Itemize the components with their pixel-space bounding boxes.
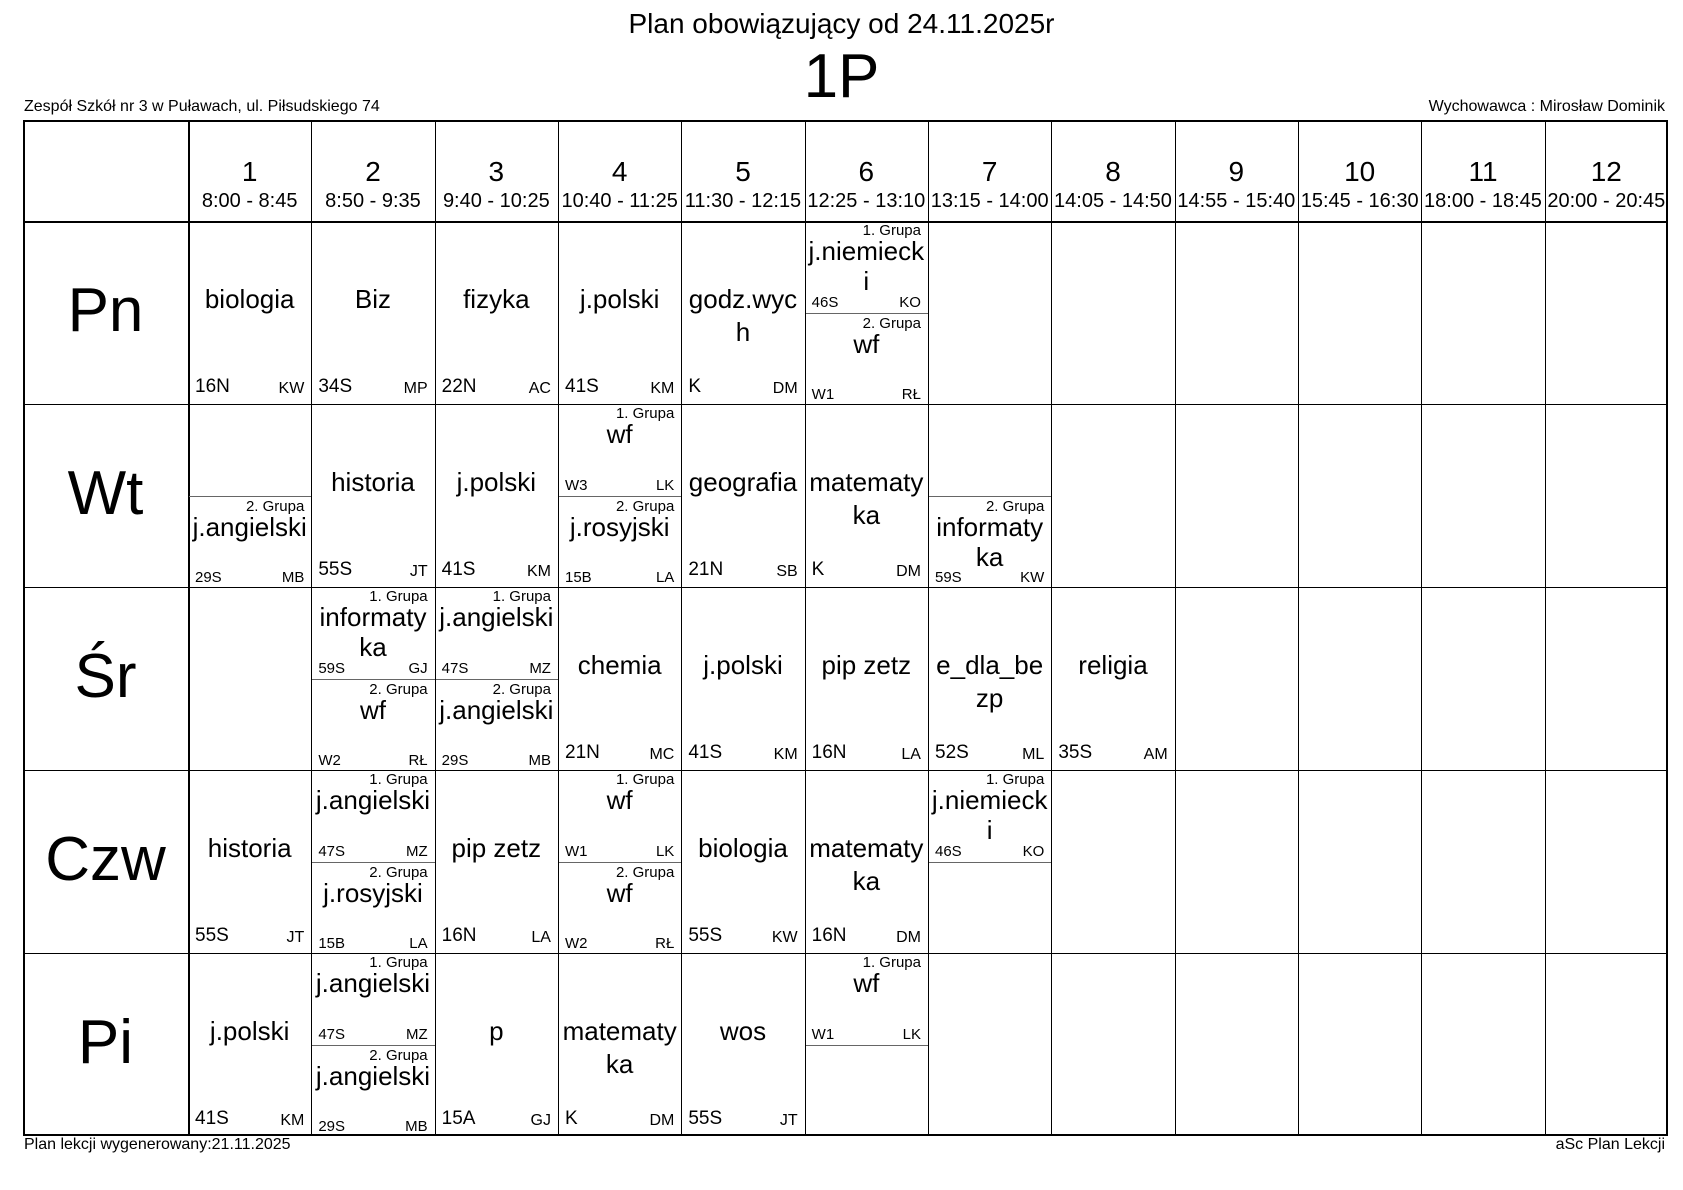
group-divider [929,496,1051,497]
period-number: 7 [981,156,998,187]
class-teacher: Wychowawca : Mirosław Dominik [1428,98,1665,115]
lesson-subject: biologia [698,833,788,863]
period-header [1298,120,1421,221]
period-time: 12:25 - 13:10 [807,190,926,212]
lesson-room: 52S [935,742,969,763]
lesson-subject: religia [1078,650,1148,680]
lesson-room: W1 [565,842,588,860]
lesson-subject: wf [606,785,633,815]
lesson-teacher: MZ [405,1025,428,1043]
lesson-teacher: LK [655,476,675,494]
lesson-subject: j.niemiecki [808,236,925,296]
lesson-cell[interactable] [559,771,680,862]
lesson-room: 55S [688,1108,723,1129]
group-label: 2. Grupa [245,497,305,515]
group-divider [559,862,681,863]
period-time: 8:00 - 8:45 [201,190,298,212]
lesson-cell[interactable] [189,498,310,589]
lesson-subject: j.angielski [192,511,307,542]
lesson-subject: biologia [204,284,295,314]
lesson-cell[interactable] [436,954,557,1136]
period-time: 11:30 - 12:15 [684,190,802,212]
lesson-subject: wf [853,328,880,359]
lesson-subject: historia [207,833,292,863]
lesson-room: W3 [565,476,588,494]
group-label: 2. Grupa [369,680,428,698]
period-number: 9 [1228,156,1245,187]
lesson-subject: informatyka [319,602,427,662]
group-label: 2. Grupa [985,497,1045,515]
lesson-subject: matematyka [809,833,924,896]
lesson-subject: j.polski [456,467,537,497]
grid-line [1298,120,1299,1136]
lesson-teacher: MB [405,1118,428,1135]
period-time: 13:15 - 14:00 [930,190,1049,212]
lesson-teacher: GJ [530,1112,551,1129]
lesson-teacher: KW [278,380,305,397]
period-time: 14:55 - 15:40 [1177,190,1296,212]
day-label: Wt [67,458,144,528]
lesson-teacher: KM [773,746,798,763]
lesson-room: 16N [195,376,230,397]
group-divider [436,679,558,680]
lesson-teacher: JT [779,1112,798,1129]
period-header [1175,120,1298,221]
lesson-room: 15A [441,1108,476,1129]
period-header [928,120,1051,221]
period-time: 15:45 - 16:30 [1300,190,1419,212]
lesson-cell[interactable] [312,588,433,679]
lesson-subject: j.angielski [439,694,554,725]
lesson-cell[interactable] [682,588,803,770]
lesson-room: 46S [811,293,839,311]
period-number: 12 [1590,156,1622,187]
lesson-room: 29S [441,752,469,769]
period-number: 4 [611,156,628,187]
lesson-room: 29S [318,1118,346,1135]
lesson-cell[interactable] [682,222,803,404]
period-header [435,120,558,221]
lesson-subject: pip zetz [821,650,912,680]
lesson-room: 47S [318,1025,346,1043]
day-label: Pi [77,1007,134,1077]
lesson-subject: j.angielski [315,1060,431,1091]
period-time: 8:50 - 9:35 [325,190,421,212]
class-name: 1P [803,42,880,111]
group-divider [559,496,681,497]
lesson-room: W1 [811,1025,835,1043]
lesson-room: 21N [688,559,724,580]
lesson-subject: j.angielski [439,602,554,632]
lesson-teacher: LA [409,935,428,952]
group-label: 1. Grupa [985,771,1045,788]
lesson-cell[interactable] [559,222,680,404]
period-number: 1 [241,156,258,187]
lesson-room: 16N [811,925,847,946]
lesson-room: 16N [441,925,477,946]
lesson-teacher: LK [655,842,675,860]
grid-line [23,120,25,1136]
period-header [1051,120,1174,221]
lesson-cell[interactable] [312,405,433,587]
period-number: 10 [1344,156,1376,187]
lesson-subject: wos [719,1016,767,1046]
lesson-subject: chemia [577,650,662,680]
lesson-cell[interactable] [806,588,927,770]
plan-title: Plan obowiązujący od 24.11.2025r [628,8,1055,39]
lesson-cell[interactable] [682,405,803,587]
lesson-subject: geografia [688,467,798,497]
group-label: 1. Grupa [615,771,675,788]
period-header [188,120,311,221]
lesson-cell[interactable] [312,771,433,862]
lesson-cell[interactable] [559,405,680,496]
lesson-cell[interactable] [312,864,433,955]
lesson-cell[interactable] [312,681,433,772]
period-number: 11 [1468,156,1498,187]
lesson-room: 41S [688,742,723,763]
lesson-cell[interactable] [806,771,927,953]
lesson-teacher: AC [528,380,551,397]
lesson-room: 59S [318,659,346,677]
day-label: Śr [74,641,137,711]
lesson-room: 21N [565,742,600,763]
lesson-subject: wf [359,694,386,725]
period-time: 18:00 - 18:45 [1424,190,1542,212]
grid-line [1545,120,1546,1136]
lesson-teacher: KM [650,380,675,397]
lesson-subject: j.polski [703,650,783,680]
school-name: Zespół Szkół nr 3 w Puławach, ul. Piłsudskiego 74 [24,98,380,115]
group-divider [806,1045,928,1046]
group-divider [806,313,928,314]
timetable-grid [23,120,1668,1136]
lesson-teacher: KM [280,1112,305,1129]
lesson-subject: p [489,1016,504,1046]
lesson-teacher: LA [901,746,921,763]
lesson-cell[interactable] [806,315,927,406]
group-label: 1. Grupa [369,954,428,971]
group-label: 1. Grupa [492,588,551,605]
grid-line [1421,120,1422,1136]
lesson-room: 55S [318,559,353,580]
lesson-teacher: MZ [405,842,428,860]
lesson-room: K [688,376,702,397]
lesson-cell[interactable] [682,771,803,953]
lesson-cell[interactable] [806,222,927,313]
period-number: 2 [365,156,381,187]
group-label: 2. Grupa [492,680,551,698]
period-header [311,120,434,221]
group-label: 1. Grupa [369,588,428,605]
lesson-subject: informatyka [936,511,1044,572]
lesson-cell[interactable] [559,498,680,589]
lesson-subject: pip zetz [451,833,542,863]
lesson-teacher: KO [1022,842,1045,860]
lesson-cell[interactable] [436,588,557,679]
lesson-teacher: ML [1022,746,1045,763]
software-name: aSc Plan Lekcji [1555,1136,1665,1153]
lesson-teacher: JT [286,929,305,946]
lesson-cell[interactable] [559,588,680,770]
lesson-cell[interactable] [436,771,557,953]
lesson-room: 55S [195,925,229,946]
group-label: 2. Grupa [615,863,675,881]
lesson-teacher: JT [409,563,428,580]
lesson-cell[interactable] [312,222,433,404]
lesson-cell[interactable] [189,954,310,1136]
group-label: 2. Grupa [369,1046,428,1064]
lesson-room: 22N [441,376,477,397]
period-header [1421,120,1544,221]
lesson-subject: Biz [354,284,392,314]
lesson-subject: j.niemiecki [931,785,1048,845]
lesson-room: W1 [811,386,835,403]
lesson-room: K [565,1108,578,1129]
grid-line [1666,120,1668,1136]
lesson-subject: j.angielski [315,785,431,815]
lesson-subject: wf [606,877,633,908]
lesson-subject: wf [853,968,880,998]
lesson-teacher: DM [649,1112,675,1129]
lesson-teacher: RŁ [655,935,675,952]
group-label: 1. Grupa [369,771,428,788]
lesson-teacher: KO [899,293,921,311]
period-header [558,120,681,221]
group-divider [312,862,434,863]
lesson-cell[interactable] [1052,588,1173,770]
lesson-teacher: DM [772,380,798,397]
lesson-teacher: RŁ [901,386,921,403]
lesson-teacher: RŁ [408,752,428,769]
period-header [681,120,804,221]
lesson-cell[interactable] [929,588,1050,770]
lesson-room: 15B [565,569,592,586]
lesson-teacher: DM [896,929,921,946]
period-header [805,120,928,221]
lesson-subject: e_dla_bezp [936,650,1044,713]
group-label: 2. Grupa [615,497,675,515]
lesson-room: 41S [441,559,476,580]
lesson-room: 47S [441,659,469,677]
period-time: 9:40 - 10:25 [442,190,550,212]
day-label: Pn [67,275,144,345]
lesson-cell[interactable] [559,864,680,955]
lesson-room: 34S [318,376,353,397]
lesson-room: 35S [1058,742,1093,763]
lesson-subject: wf [606,419,633,449]
lesson-teacher: DM [896,563,921,580]
lesson-room: 15B [318,935,346,952]
lesson-subject: j.angielski [315,968,431,998]
group-label: 1. Grupa [862,222,921,239]
lesson-room: 16N [811,742,847,763]
group-label: 1. Grupa [862,954,921,971]
lesson-teacher: KM [526,563,551,580]
lesson-cell[interactable] [929,498,1050,589]
lesson-subject: fizyka [463,284,530,314]
period-time: 10:40 - 11:25 [561,190,678,212]
lesson-cell[interactable] [312,954,433,1045]
group-label: 2. Grupa [862,314,921,332]
lesson-teacher: LA [531,929,551,946]
day-label: Czw [45,824,166,894]
group-label: 1. Grupa [615,405,675,422]
lesson-room: K [811,559,825,580]
group-divider [312,1045,434,1046]
period-time: 20:00 - 20:45 [1547,190,1666,212]
lesson-cell[interactable] [682,954,803,1136]
lesson-teacher: GJ [408,659,428,677]
period-number: 3 [488,156,505,187]
lesson-teacher: LK [902,1025,921,1043]
lesson-room: W2 [565,935,588,952]
lesson-room: 29S [195,569,222,586]
lesson-room: 41S [195,1108,229,1129]
lesson-teacher: MB [281,569,305,586]
lesson-cell[interactable] [436,681,557,772]
period-time: 14:05 - 14:50 [1054,190,1172,212]
period-header [1545,120,1668,221]
lesson-subject: j.rosyjski [323,877,423,908]
lesson-cell[interactable] [559,954,680,1136]
group-divider [312,679,434,680]
group-divider [189,496,311,497]
lesson-cell[interactable] [189,222,310,404]
lesson-cell[interactable] [189,771,310,953]
lesson-subject: j.polski [209,1016,290,1046]
period-number: 6 [858,156,875,187]
lesson-teacher: MB [528,752,551,769]
lesson-subject: matematyka [562,1016,677,1079]
lesson-subject: j.polski [579,284,660,314]
grid-line [1175,120,1176,1136]
lesson-teacher: MZ [529,659,551,677]
lesson-cell[interactable] [929,771,1050,862]
lesson-room: 41S [565,376,599,397]
lesson-cell[interactable] [436,222,557,404]
lesson-cell[interactable] [806,405,927,587]
period-number: 5 [735,156,751,187]
group-label: 2. Grupa [369,863,428,881]
group-divider [929,862,1051,863]
lesson-cell[interactable] [806,954,927,1045]
lesson-subject: godz.wych [688,284,798,347]
lesson-cell[interactable] [312,1047,433,1138]
period-number: 8 [1105,156,1121,187]
lesson-teacher: AM [1143,746,1168,763]
lesson-teacher: MC [649,746,675,763]
lesson-subject: historia [331,467,415,497]
lesson-room: 59S [935,569,962,586]
lesson-room: W2 [318,752,341,769]
lesson-room: 46S [935,842,962,860]
generated-date: Plan lekcji wygenerowany:21.11.2025 [24,1136,291,1153]
lesson-subject: j.rosyjski [569,511,670,542]
lesson-subject: matematyka [809,467,924,530]
lesson-room: 55S [688,925,723,946]
lesson-teacher: LA [655,569,675,586]
lesson-cell[interactable] [436,405,557,587]
lesson-teacher: MP [403,380,428,397]
lesson-teacher: SB [776,563,798,580]
lesson-teacher: KW [771,929,798,946]
lesson-room: 47S [318,842,346,860]
lesson-teacher: KW [1020,569,1045,586]
